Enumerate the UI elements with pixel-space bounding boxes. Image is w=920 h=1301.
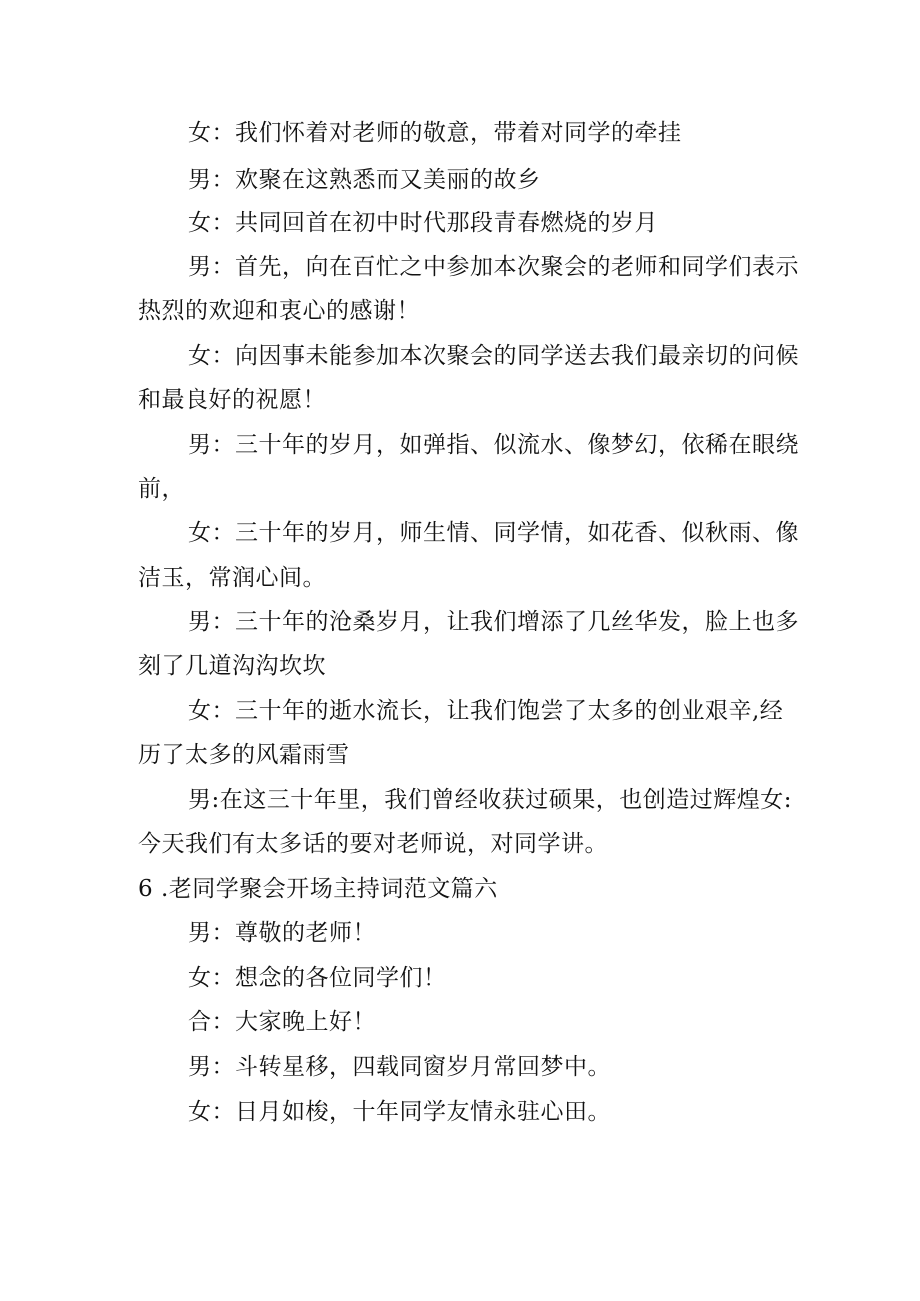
- dialogue-line-continuation: 热烈的欢迎和衷心的感谢！: [138, 298, 420, 324]
- dialogue-line: 男：尊敬的老师！: [188, 920, 376, 946]
- dialogue-line: 男：斗转星移，四载同窗岁月常回梦中。: [188, 1054, 611, 1080]
- dialogue-line-continuation: 前，: [138, 476, 185, 502]
- dialogue-line-continuation: 刻了几道沟沟坎坎: [138, 653, 326, 679]
- dialogue-line-continuation: 历了太多的风霜雨雪: [138, 742, 350, 768]
- dialogue-line-continuation: 洁玉，常润心间。: [138, 565, 326, 591]
- dialogue-line: 男：首先，向在百忙之中参加本次聚会的老师和同学们表示: [188, 254, 799, 280]
- dialogue-line: 男:在这三十年里，我们曾经收获过硕果，也创造过辉煌女:: [188, 787, 792, 813]
- dialogue-line: 男：三十年的沧桑岁月，让我们增添了几丝华发，脸上也多: [188, 609, 799, 635]
- dialogue-line-continuation: 和最良好的祝愿！: [138, 387, 326, 413]
- section-heading: 6 .老同学聚会开场主持词范文篇六: [138, 876, 498, 902]
- dialogue-line: 合：大家晚上好！: [188, 1009, 376, 1035]
- dialogue-line: 女：我们怀着对老师的敬意，带着对同学的牵挂: [188, 120, 682, 146]
- dialogue-line: 女：共同回首在初中时代那段青春燃烧的岁月: [188, 210, 658, 236]
- dialogue-line: 女：三十年的逝水流长，让我们饱尝了太多的创业艰辛,经: [188, 698, 784, 724]
- dialogue-line: 男：欢聚在这熟悉而又美丽的故乡: [188, 167, 541, 193]
- dialogue-line: 女：日月如梭，十年同学友情永驻心田。: [188, 1099, 611, 1125]
- dialogue-line: 女：想念的各位同学们！: [188, 965, 447, 991]
- dialogue-line-continuation: 今天我们有太多话的要对老师说，对同学讲。: [138, 831, 608, 857]
- dialogue-line: 女：向因事未能参加本次聚会的同学送去我们最亲切的问候: [188, 343, 799, 369]
- dialogue-line: 女：三十年的岁月，师生情、同学情，如花香、似秋雨、像: [188, 520, 799, 546]
- dialogue-line: 男：三十年的岁月，如弹指、似流水、像梦幻，依稀在眼绕: [188, 432, 799, 458]
